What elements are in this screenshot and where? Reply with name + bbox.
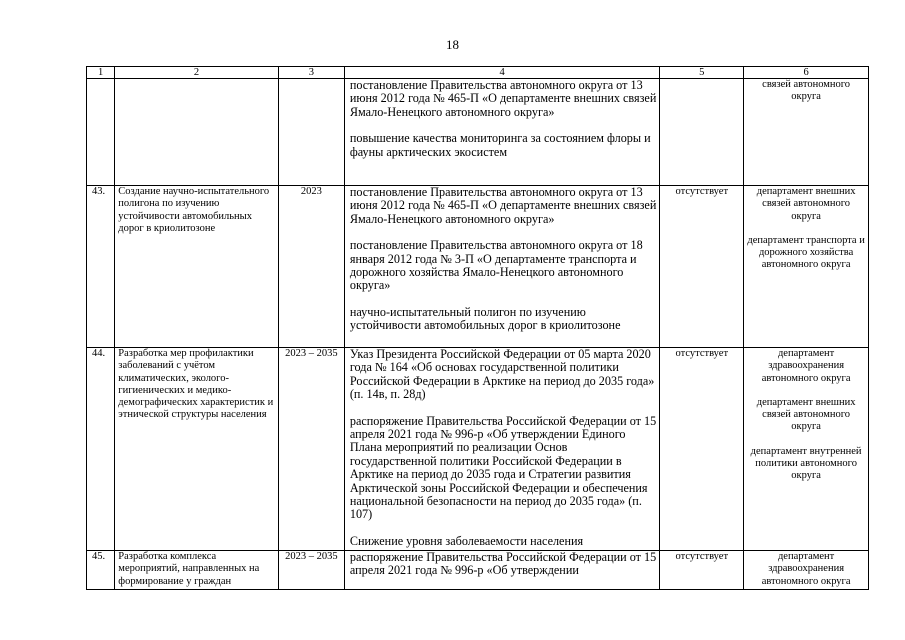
table-row <box>87 348 869 551</box>
column-header-6: 6 <box>744 67 869 79</box>
column-header-3: 3 <box>278 67 344 79</box>
executor-text: департамент внутренней политики автономного округа <box>750 445 862 482</box>
row-number: 43. <box>87 186 115 348</box>
table-header-row <box>87 67 869 79</box>
expected-result-text: повышение качества мониторинга за состоянием флоры и фауны арктических экосистем <box>349 131 651 159</box>
measure-name: Создание научно-испытательного полигона по изучению устойчивости автомобильных дорог в криолитозоне <box>115 186 279 348</box>
years: 2023 – 2035 <box>278 348 344 551</box>
legal-basis-text: распоряжение Правительства Российской Федерации от 15 апреля 2021 года № 996-р «Об утверждении Единого Плана мероприятий по реализации Основ государственной политики Российской Федерации в Арктике на период до 2035 года и Стратегии развития Арктической зоны Российской Федерации и обеспечения национальной безопасности на период до 2035 года» (п. 107) <box>349 413 657 522</box>
legal-basis-text: постановление Правительства автономного округа от 18 января 2012 года № 3-П «О департаменте транспорта и дорожного хозяйства Ямало-Ненецкого автономного округа» <box>349 238 643 293</box>
executor-text: департамент здравоохранения автономного округа <box>761 551 851 587</box>
executors-cell <box>744 551 869 590</box>
executors-cell <box>744 348 869 551</box>
column-header-1: 1 <box>87 67 115 79</box>
legal-basis-cell <box>344 186 660 348</box>
legal-basis-text: постановление Правительства автономного округа от 13 июня 2012 года № 465-П «О департаменте внешних связей Ямало-Ненецкого автономного округа» <box>349 78 657 119</box>
executor-text: связей автономного округа <box>762 79 851 103</box>
column-header-5: 5 <box>660 67 744 79</box>
funding <box>660 79 744 186</box>
row-number <box>87 79 115 186</box>
expected-result-text: Снижение уровня заболеваемости населения <box>349 533 584 548</box>
years: 2023 – 2035 <box>278 551 344 590</box>
executors-cell <box>744 79 869 186</box>
table-row <box>87 186 869 348</box>
legal-basis-text: постановление Правительства автономного округа от 13 июня 2012 года № 465-П «О департаменте внешних связей Ямало-Ненецкого автономного округа» <box>349 185 657 226</box>
years <box>278 79 344 186</box>
executors-cell <box>744 186 869 348</box>
legal-basis-text: Указ Президента Российской Федерации от 05 марта 2020 года № 164 «Об основах государственной политики Российской Федерации в Арктике на период до 2035 года» (п. 14в, п. 28д) <box>349 347 655 402</box>
executor-text: департамент внешних связей автономного округа <box>756 396 856 433</box>
table-row <box>87 551 869 590</box>
executor-text: департамент транспорта и дорожного хозяйства автономного округа <box>747 234 865 271</box>
legal-basis-text: распоряжение Правительства Российской Федерации от 15 апреля 2021 года № 996-р «Об утверждении <box>349 550 657 578</box>
years: 2023 <box>278 186 344 348</box>
measure-name <box>115 79 279 186</box>
funding: отсутствует <box>660 348 744 551</box>
row-number: 44. <box>87 348 115 551</box>
funding: отсутствует <box>660 551 744 590</box>
column-header-2: 2 <box>115 67 279 79</box>
legal-basis-cell <box>344 79 660 186</box>
column-header-4: 4 <box>344 67 660 79</box>
legal-basis-cell <box>344 348 660 551</box>
row-number: 45. <box>87 551 115 590</box>
expected-result-text: научно-испытательный полигон по изучению устойчивости автомобильных дорог в криолитозоне <box>349 304 621 333</box>
executor-text: департамент здравоохранения автономного округа <box>761 348 851 384</box>
measure-name: Разработка мер профилактики заболеваний с учётом климатических, эколого-гигиенических и медико-демографических характеристик и этнической структуры населения <box>115 348 279 551</box>
measure-name: Разработка комплекса мероприятий, направленных на формирование у граждан <box>115 551 279 590</box>
legal-basis-cell <box>344 551 660 590</box>
measures-table <box>86 66 869 590</box>
funding: отсутствует <box>660 186 744 348</box>
executor-text: департамент внешних связей автономного округа <box>756 186 856 222</box>
page-number: 18 <box>446 37 459 52</box>
table-row <box>87 79 869 186</box>
